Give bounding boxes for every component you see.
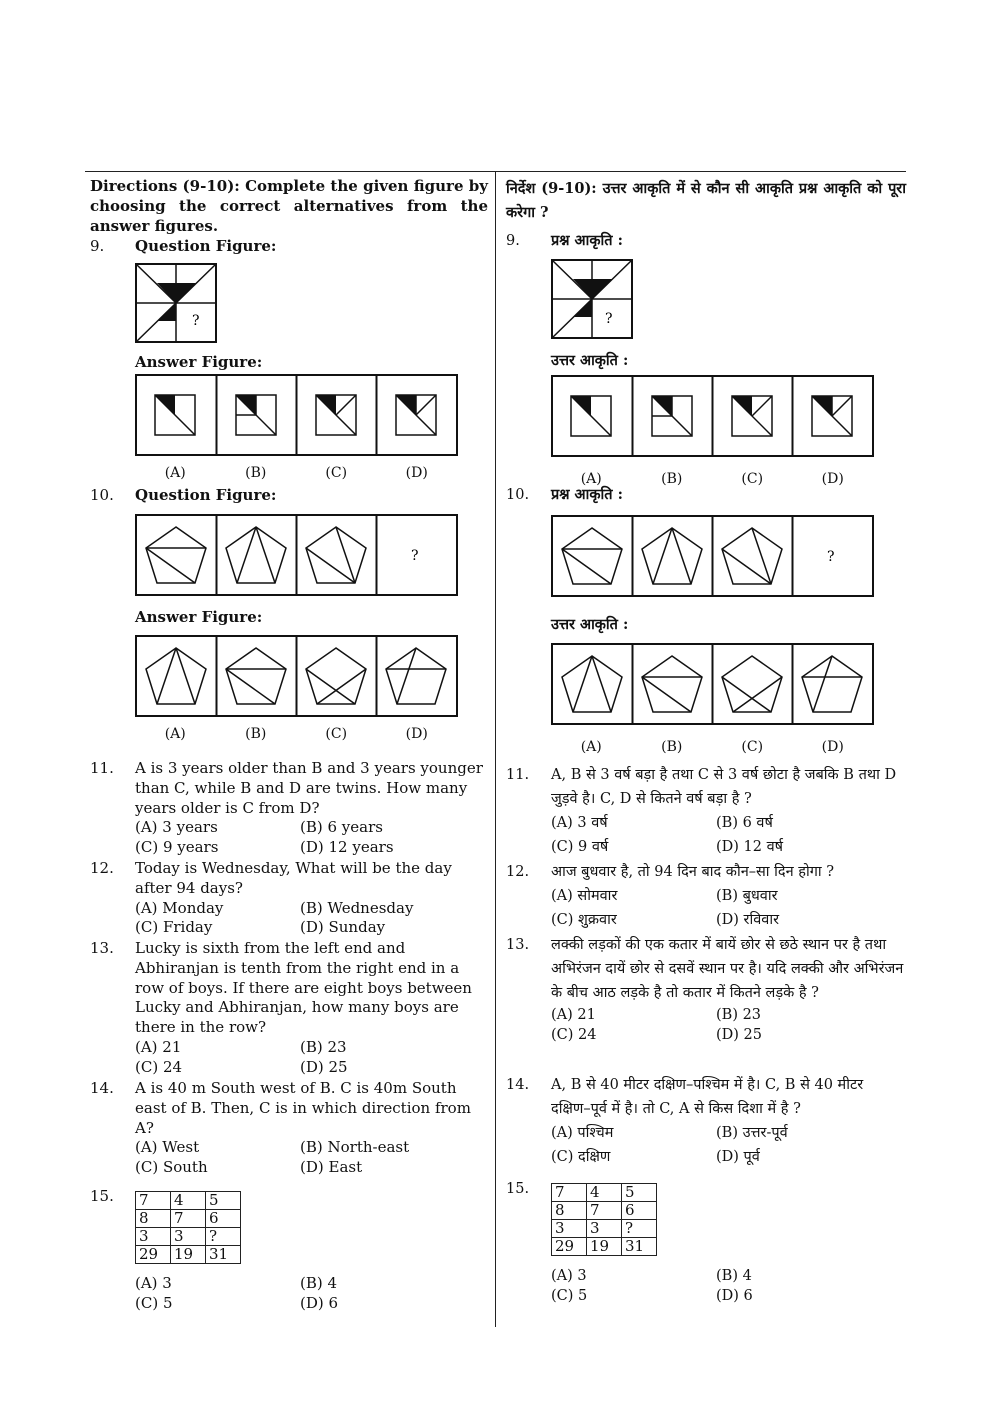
q10-question-figure (551, 515, 875, 599)
missing-mark: ? (411, 547, 419, 564)
option-b[interactable]: (B) उत्तर-पूर्व (716, 1125, 788, 1141)
question-number: 12. (90, 859, 114, 877)
number-grid: 7 4 5 8 7 6 3 3 ? 29 19 31 (135, 1191, 241, 1264)
option-b[interactable]: (B) North-east (300, 1138, 410, 1157)
label-c: (C) (741, 739, 764, 755)
option-a[interactable]: (A) West (135, 1138, 200, 1157)
question-15 (90, 1187, 488, 1314)
answer-option-d[interactable] (386, 648, 446, 704)
label-a: (A) (580, 739, 602, 755)
question-text: Lucky is sixth from the left end and Abhiranjan is tenth from the right end in a row of boys. If there are eight boys between Lucky and Abhiranjan, how many boys are there in the row? (135, 939, 472, 1037)
label-d: (D) (405, 465, 428, 482)
answer-option-b[interactable] (226, 648, 286, 704)
answer-option-c[interactable] (306, 648, 366, 704)
option-a[interactable]: (A) 3 (551, 1268, 587, 1284)
option-b[interactable]: (B) 4 (300, 1274, 338, 1292)
question-number: 9. (90, 237, 105, 255)
q10-answer-figures (135, 635, 459, 719)
option-a[interactable]: (A) 3 (135, 1274, 172, 1292)
option-b[interactable]: (B) 6 years (300, 818, 383, 837)
question-number: 15. (506, 1181, 530, 1197)
option-c[interactable]: (C) 5 (135, 1293, 173, 1312)
answer-labels (135, 725, 488, 745)
option-a[interactable]: (A) सोमवार (551, 888, 618, 904)
question-14 (506, 1073, 906, 1169)
answer-labels (135, 464, 488, 484)
answer-option-b[interactable] (652, 396, 692, 436)
answer-option-a[interactable] (562, 656, 622, 712)
option-b[interactable]: (B) Wednesday (300, 898, 414, 917)
option-d[interactable]: (D) 6 (300, 1293, 339, 1312)
option-d[interactable]: (D) पूर्व (716, 1149, 760, 1165)
answer-figure-label: उत्तर आकृति : (551, 352, 629, 369)
option-a[interactable]: (A) 3 years (135, 818, 218, 837)
label-d: (D) (821, 471, 844, 487)
option-c[interactable]: (C) 24 (135, 1057, 183, 1076)
missing-mark: ? (605, 311, 613, 327)
answer-option-c[interactable] (732, 396, 772, 436)
option-c[interactable]: (C) दक्षिण (551, 1149, 611, 1165)
question-number: 14. (90, 1079, 114, 1097)
answer-option-d[interactable] (396, 395, 436, 435)
label-d: (D) (405, 726, 428, 743)
question-text: A is 3 years older than B and 3 years younger than C, while B and D are twins. How many years older is C from D? (135, 759, 483, 817)
answer-figure-label: उत्तर आकृति : (551, 616, 629, 633)
option-b[interactable]: (B) 6 वर्ष (716, 815, 773, 831)
option-c[interactable]: (C) 5 (551, 1288, 588, 1304)
option-a[interactable]: (A) पश्चिम (551, 1125, 614, 1141)
label-c: (C) (741, 471, 764, 487)
question-11 (90, 759, 488, 858)
question-11 (506, 763, 906, 859)
option-a[interactable]: (A) 21 (135, 1037, 182, 1056)
q10-answer-figures (551, 643, 875, 727)
label-d: (D) (821, 739, 844, 755)
question-text: A is 40 m South west of B. C is 40m South east of B. Then, C is in which direction from A? (135, 1079, 471, 1137)
option-d[interactable]: (D) रविवार (716, 912, 780, 928)
label-c: (C) (325, 726, 348, 743)
question-text: आज बुधवार है, तो 94 दिन बाद कौन–सा दिन होगा ? (551, 864, 835, 880)
answer-option-b[interactable] (236, 395, 276, 435)
label-b: (B) (245, 465, 267, 482)
answer-figure-label: Answer Figure: (135, 352, 263, 371)
question-12 (90, 859, 488, 938)
answer-option-a[interactable] (155, 395, 195, 435)
answer-option-d[interactable] (802, 656, 862, 712)
number-grid: 7 4 5 8 7 6 3 3 ? 29 19 31 (551, 1183, 657, 1256)
question-figure-label: Question Figure: (135, 237, 277, 255)
question-14 (90, 1079, 488, 1178)
directions-text: Directions (9-10): Complete the given figure by choosing the correct alternatives from the answer figures. (90, 177, 488, 235)
answer-option-a[interactable] (571, 396, 611, 436)
question-number: 15. (90, 1187, 114, 1205)
question-10 (90, 486, 488, 745)
question-12 (506, 860, 906, 932)
question-15 (506, 1177, 906, 1306)
label-b: (B) (661, 739, 683, 755)
question-number: 11. (90, 759, 114, 777)
question-text: A, B से 40 मीटर दक्षिण–पश्चिम में है। C, B से 40 मीटर दक्षिण–पूर्व में है। तो C, A से किस दिशा में है ? (551, 1077, 864, 1117)
question-10 (506, 483, 906, 759)
question-text: A, B से 3 वर्ष बड़ा है तथा C से 3 वर्ष छोटा है जबकि B तथा D जुड़वे है। C, D से कितने वर्ष बड़ा है ? (551, 767, 897, 807)
answer-option-c[interactable] (722, 656, 782, 712)
answer-figure-label: Answer Figure: (135, 607, 263, 626)
answer-option-b[interactable] (642, 656, 702, 712)
option-a[interactable]: (A) 21 (551, 1007, 596, 1023)
question-number: 11. (506, 767, 530, 783)
question-number: 9. (506, 233, 520, 249)
question-number: 13. (506, 937, 530, 953)
question-figure-label: प्रश्न आकृति : (551, 232, 623, 249)
option-c[interactable]: (C) 24 (551, 1027, 597, 1043)
answer-option-a[interactable] (146, 648, 206, 704)
option-d[interactable]: (D) 25 (716, 1027, 762, 1043)
option-d[interactable]: (D) 12 years (300, 838, 394, 857)
option-c[interactable]: (C) 9 वर्ष (551, 839, 609, 855)
question-number: 10. (506, 487, 530, 503)
option-c[interactable]: (C) 9 years (135, 838, 219, 857)
question-text: लक्की लड़कों की एक कतार में बायें छोर से छठे स्थान पर है तथा अभिरंजन दायें छोर से दसवें स्थान पर है। यदि लक्की और अभिरंजन के बीच आठ लड़के है तो कतार में कितने लड़के है ? (551, 937, 904, 1001)
option-d[interactable]: (D) 25 (300, 1057, 348, 1076)
option-b[interactable]: (B) 4 (716, 1268, 752, 1284)
answer-option-c[interactable] (316, 395, 356, 435)
q10-question-figure (135, 514, 459, 598)
q9-answer-figures (551, 375, 875, 459)
label-a: (A) (164, 465, 186, 482)
option-d[interactable]: (D) 6 (716, 1288, 753, 1304)
question-number: 12. (506, 864, 530, 880)
label-a: (A) (580, 471, 602, 487)
option-b[interactable]: (B) 23 (300, 1037, 347, 1056)
question-number: 14. (506, 1077, 530, 1093)
question-9 (506, 229, 906, 491)
question-13 (506, 933, 906, 1045)
option-d[interactable]: (D) 12 वर्ष (716, 839, 784, 855)
option-a[interactable]: (A) Monday (135, 898, 224, 917)
question-number: 10. (90, 486, 114, 504)
answer-labels (551, 735, 906, 759)
q9-answer-figures (135, 374, 459, 458)
option-d[interactable]: (D) Sunday (300, 918, 386, 937)
question-figure-label: प्रश्न आकृति : (551, 486, 623, 503)
label-a: (A) (164, 726, 186, 743)
missing-mark: ? (192, 312, 200, 329)
option-c[interactable]: (C) शुक्रवार (551, 912, 617, 928)
question-9 (90, 237, 488, 484)
option-b[interactable]: (B) बुधवार (716, 888, 778, 904)
option-c[interactable]: (C) Friday (135, 918, 213, 937)
question-number: 13. (90, 939, 114, 957)
q9-question-figure (551, 259, 635, 341)
directions-text: निर्देश (9-10): उत्तर आकृति में से कौन सी आकृति प्रश्न आकृति को पूरा करेगा ? (506, 180, 906, 221)
label-b: (B) (245, 726, 267, 743)
question-text: Today is Wednesday, What will be the day after 94 days? (135, 859, 452, 897)
option-c[interactable]: (C) South (135, 1158, 208, 1177)
question-13 (90, 939, 488, 1078)
label-b: (B) (661, 471, 683, 487)
option-d[interactable]: (D) East (300, 1158, 363, 1177)
q9-question-figure (135, 263, 219, 345)
option-a[interactable]: (A) 3 वर्ष (551, 815, 608, 831)
question-figure-label: Question Figure: (135, 486, 277, 504)
answer-option-d[interactable] (812, 396, 852, 436)
missing-mark: ? (827, 549, 835, 565)
option-b[interactable]: (B) 23 (716, 1007, 762, 1023)
column-divider (495, 172, 496, 1327)
label-c: (C) (325, 465, 348, 482)
